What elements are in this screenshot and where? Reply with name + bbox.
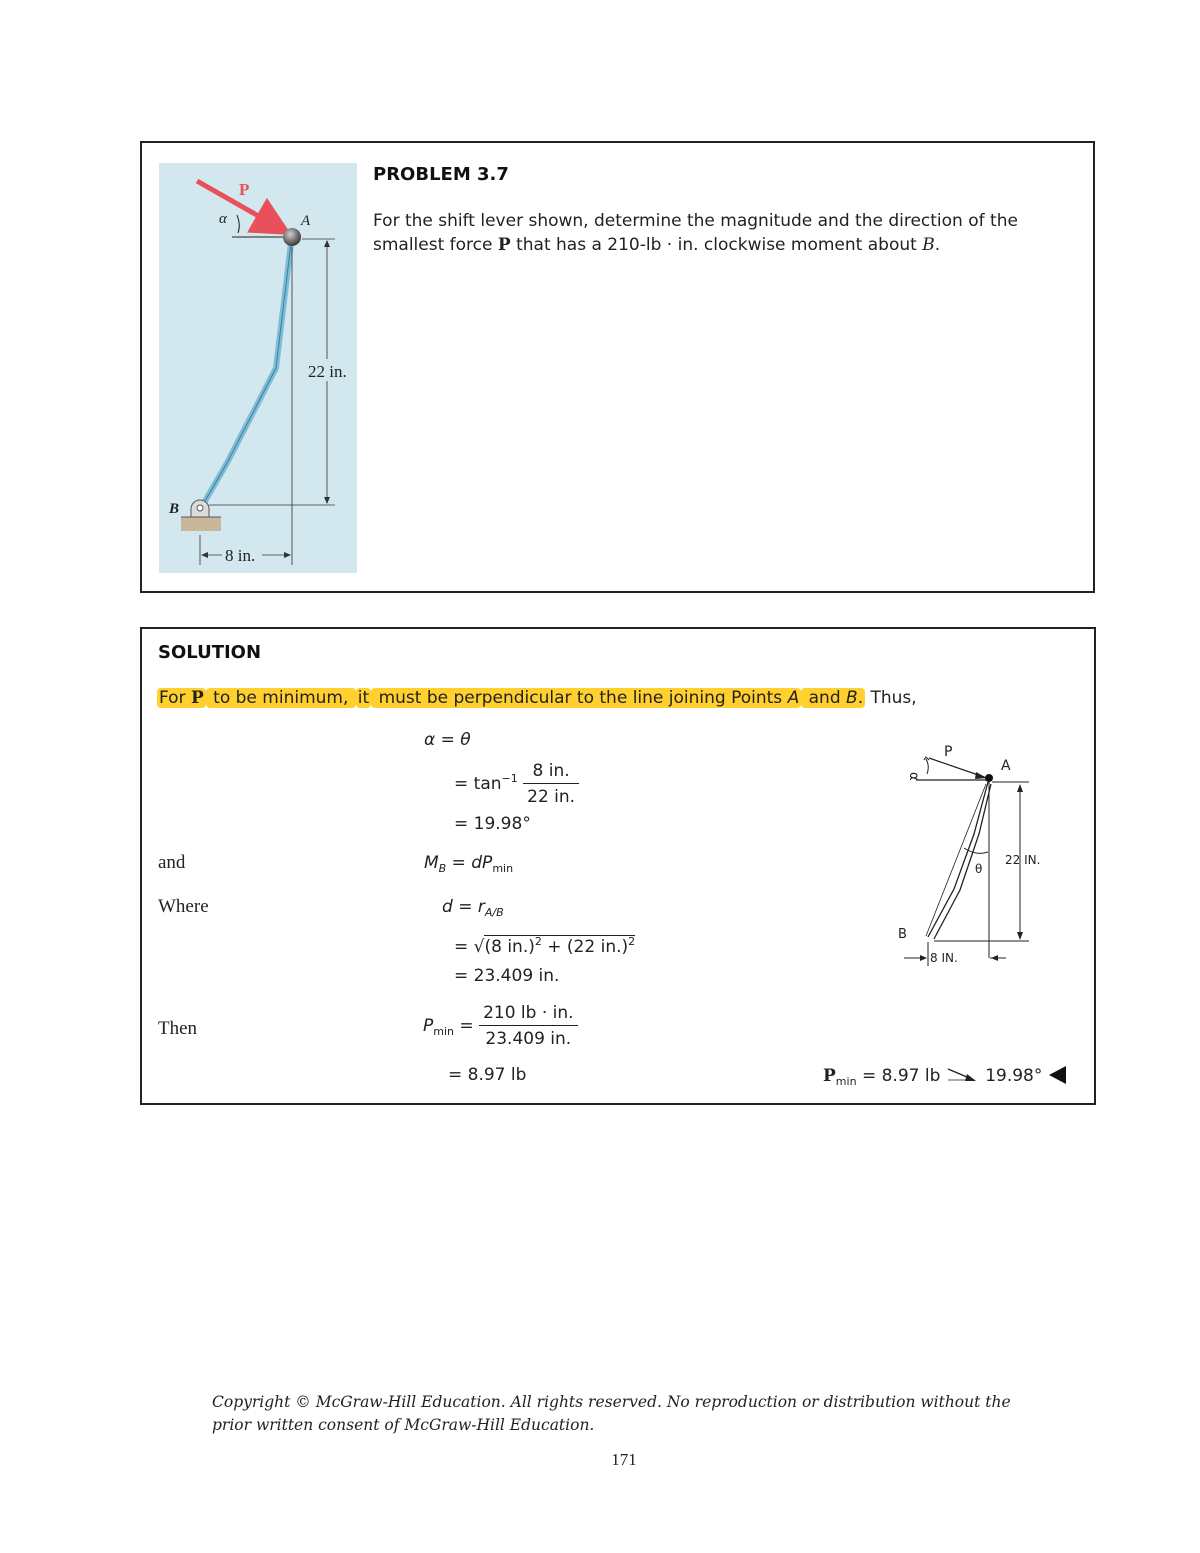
eq-alpha-value: = 19.98° — [454, 814, 531, 834]
eq-distance: $d = r_{A/B}$ — [442, 897, 504, 919]
eq-tan-inverse: = $\tan^{-1}$ $\frac{8 in.}{22 in.}$ — [454, 761, 579, 807]
eq-distance-value: = 23.409 in. — [454, 966, 560, 986]
sketch-width-label: 8 IN. — [930, 951, 958, 965]
eq-distance-sqrt: = √(8 in.)$^2$ + (22 in.)$^2$ — [454, 935, 636, 957]
solution-title: SOLUTION — [158, 642, 262, 663]
shift-lever-diagram — [159, 163, 357, 573]
width-dimension-label: 8 in. — [225, 546, 256, 565]
where-label: Where — [158, 896, 209, 917]
copyright-notice: Copyright © McGraw-Hill Education. All rights reserved. No reproduction or distribution without the prior written consent of McGraw-Hill Education. — [212, 1393, 1011, 1434]
point-b-label: B — [169, 501, 180, 517]
eq-p-min: $P_{min}$ = $\frac{210 lb \cdot in.}{23.409 in.}$ — [423, 1003, 578, 1049]
eq-p-min-value: = 8.97 lb — [448, 1065, 527, 1085]
final-answer: $P_{min} = 8.97$ lb 19.98° — [823, 1065, 1068, 1088]
sketch-b-label: B — [898, 927, 907, 942]
and-label: and — [158, 852, 186, 873]
solution-sketch — [894, 744, 1044, 974]
problem-statement: For the shift lever shown, determine the magnitude and the direction of the smallest force P that has a 210-lb · in. clockwise moment about B. — [373, 211, 1018, 255]
angle-alpha-label: α — [219, 211, 227, 227]
sketch-height-label: 22 IN. — [1005, 853, 1041, 867]
solution-box — [140, 627, 1096, 1105]
problem-figure — [159, 163, 357, 573]
direction-arrow-icon — [946, 1066, 980, 1084]
eq-moment: $M_B = dP_{min}$ — [424, 853, 514, 875]
sketch-alpha-label: α — [906, 772, 921, 781]
point-a-label: A — [301, 213, 311, 229]
problem-box — [140, 141, 1095, 593]
force-p-label: P — [239, 180, 250, 199]
page-number: 171 — [611, 1450, 637, 1469]
sketch-theta-label: θ — [975, 862, 983, 876]
answer-marker-icon — [1048, 1065, 1068, 1085]
sketch-a-label: A — [1001, 758, 1011, 774]
eq-alpha-theta: α = θ — [424, 730, 471, 750]
sketch-p-label: P — [944, 744, 953, 760]
knob-a — [283, 228, 301, 246]
height-dimension-label: 22 in. — [308, 362, 347, 381]
shift-lever — [201, 243, 291, 508]
then-label: Then — [158, 1018, 198, 1039]
problem-title: PROBLEM 3.7 — [373, 164, 509, 185]
solution-intro: For P to be minimum, it must be perpendicular to the line joining Points A and B. Thus, — [159, 688, 917, 708]
